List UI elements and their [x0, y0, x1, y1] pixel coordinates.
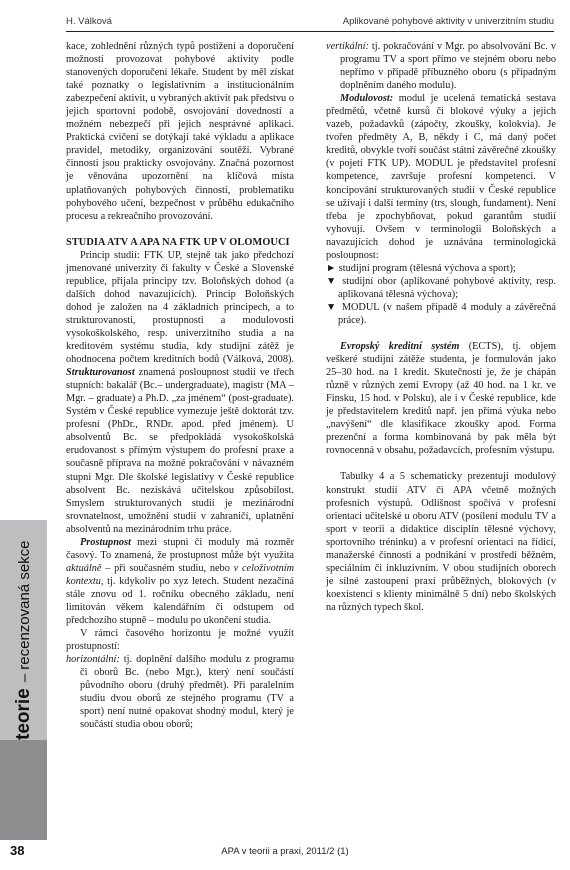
list-item: ▼ MODUL (v našem případě 4 moduly a závěrečná práce).: [326, 301, 556, 326]
definition-horizontal: horizontální: tj. doplnění dalšího modulu z programu či oborů Bc. (nebo Mgr.), který není součástí původního oboru (druhý předmět). Při paralelním studiu dvou oborů ze stejného programu (TV a sport) není nutné opakovat shodný modul, který je součástí studia obou oborů;: [66, 654, 294, 731]
page-number-block: [0, 740, 47, 840]
bullet-icon: ▼: [326, 275, 338, 287]
paragraph: Evropský kreditní systém (ECTS), tj. objem veškeré studijní zátěže studenta, je formulován jako 25–30 hod. na 1 kredit. Skutečností je, že je chápán různě v různých zemí Evropy (až 40 hod. na 1 kr. ve Finsku, 15 hod. v Polsku), ale i v České republice, kde je představitelem kreditů např. jen přímá výuka nebo „navýšení“ dle klasifikace zkoušky apod. Forma prezenční a forma kombinovaná by pak měla být rovnocenná v obsahu, požadavcích, profesním výstupu.: [326, 341, 556, 457]
term-strukturovanost: Strukturovanost: [66, 367, 135, 379]
header-rule: [66, 31, 554, 32]
page-footer: APA v teorii a praxi, 2011/2 (1): [221, 846, 349, 857]
bullet-icon: ▼: [326, 301, 338, 313]
paragraph: Modulovost: modul je ucelená tematická sestava předmětů, včetně kursů či blokové výuky a jejich vazeb, požadavků (zápočty, zkoušky, kolokvia). Je tvořen předměty A, B, někdy i C, má daný počet kreditů, obvykle tvoří součást státní závěrečné zkoušky (v pojetí FTK UP). MODUL je představitel profesní kompetence, završuje profesní kompetenci. V koncipování strukturovaných studií v České republice se užívají i další termíny (trs, slough, fundament). Není třeba je zpochybňovat, pokud garantům studií vyhovují. Ovšem v terminologii Boloňských a navazujících dohod je uznávána terminologická posloupnost:: [326, 93, 556, 261]
term-ects: Evropský kreditní systém: [340, 341, 460, 353]
header-journal-title: Aplikované pohybové aktivity v univerzitním studiu: [342, 16, 554, 27]
text-column-left: [66, 40, 294, 731]
paragraph: Princip studií: FTK UP, stejně tak jako předchozí jmenované univerzity či fakulty v České a Slovenské republice, přijala principy tzv. Boloňských dohod (a dalších dohod navazujících). Princip Boloňských dohod je založen na 4 základních principech, a to strukturovanosti, prostupnosti a modulovosti vysokoškolského, resp. univerzitního studia a na kreditovém systému studia, kdy studijní zátěž je ohodnocena počtem kreditních bodů (Válková, 2008). Strukturovanost znamená posloupnost studií ve třech stupních: bakalář (Bc.– undergraduate), magistr (MA – Mgr. – graduate) a Ph.D. „za jménem“ (post-graduate). Systém v České republice vymezuje ještě doktorát tzv. profesní (PhDr., RNDr. apod. před jménem). U absolventů Bc. se předpokládá vysokoškolská erudovanost s přímým výstupem do profesní praxe a současně příprava na možné pokračování v návazném stupni Mgr. Dle školské legislativy v České republice absolvent Bc. nezískává učitelskou způsobilost. Smyslem strukturovaných studií je mezinárodní srovnatelnost, umožnění studií v zahraničí, uplatnění absolventů na mezinárodním trhu práce.: [66, 249, 294, 535]
paragraph: Tabulky 4 a 5 schematicky prezentují modulový konstrukt studií ATV či APA včetně možných profesních výstupů. Odlišnost spočívá v profesní orientaci učitelské u oboru ATV (posílení modulu TV a sport v teorii a didaktice disciplín tělesné výchovy, sportovního tréninku) a v profesní orientaci na řídicí, manažerské činnosti a podnikání v prostředí běžném, speciálním či inkluzivním. V obou studijních oborech je silné zastoupení praxí průběžných, blokových (v koexistenci s klienty minimálně 5 dní) nebo školských na různých typech škol.: [326, 471, 556, 613]
definition-vertical: vertikální: tj. pokračování v Mgr. po absolvování Bc. v programu TV a sport přímo ve stejném oboru nebo nepřímo v případě příbuzného oboru (s případným doplněním daného modulu).: [326, 41, 557, 92]
page-number: 38: [10, 843, 25, 858]
section-label-bold: teorie: [13, 688, 34, 740]
list-item: ▼ studijní obor (aplikované pohybové aktivity, resp. aplikovaná tělesná výchova);: [326, 275, 556, 300]
term-prostupnost: Prostupnost: [80, 536, 131, 548]
term-modulovost: Modulovost:: [340, 93, 394, 105]
list-item: ► studijní program (tělesná výchova a sport);: [326, 262, 516, 274]
paragraph: Prostupnost mezi stupni či moduly má rozměr časový. To znamená, že prostupnost může být využita aktuálně – při současném studiu, nebo v celoživotním kontextu, tj. kdykoliv po xyz letech. Student nezačíná stále znovu od 1. ročníku obecného základu, není limitován věkem kalendářním či odstupem od předchozího stupně – modulu po ukončení studia.: [66, 536, 295, 627]
running-header: [0, 14, 570, 34]
paragraph: V rámci časového horizontu je možné využít prostupností:: [66, 628, 294, 653]
section-side-label: [2, 520, 46, 740]
section-label-rest: – recenzovaná sekce: [16, 540, 33, 683]
paragraph: kace, zohlednění různých typů postižení a doporučení možností provozovat pohybové aktivity podle stanovených doporučení lékaře. Student by měl získat také poznatky o legislativním a institucionálním zabezpečení aktivit, u vybraných aktivit pak předstvu o jejich sportovní podobě, osvojování dovedností a možném nebezpečí při jejich nesprávné aplikaci. Praktická cvičení se dotýkají také výkladu a aplikace pravidel, metodiky, organizování soutěží. Vybrané činnosti jsou prakticky osvojovány. Značná pozornost je věnována upozornění na klíčová místa uplatňovaných pohybových činností, problematiku pohybového učení, bezpečnost v průběhu edukačního procesu a rekreačního provozování.: [66, 41, 294, 222]
header-author: H. Válková: [66, 16, 112, 27]
text-column-right: [326, 40, 556, 614]
bullet-icon: ►: [326, 262, 337, 274]
section-heading: STUDIA ATV A APA NA FTK UP V OLOMOUCI: [66, 236, 290, 248]
